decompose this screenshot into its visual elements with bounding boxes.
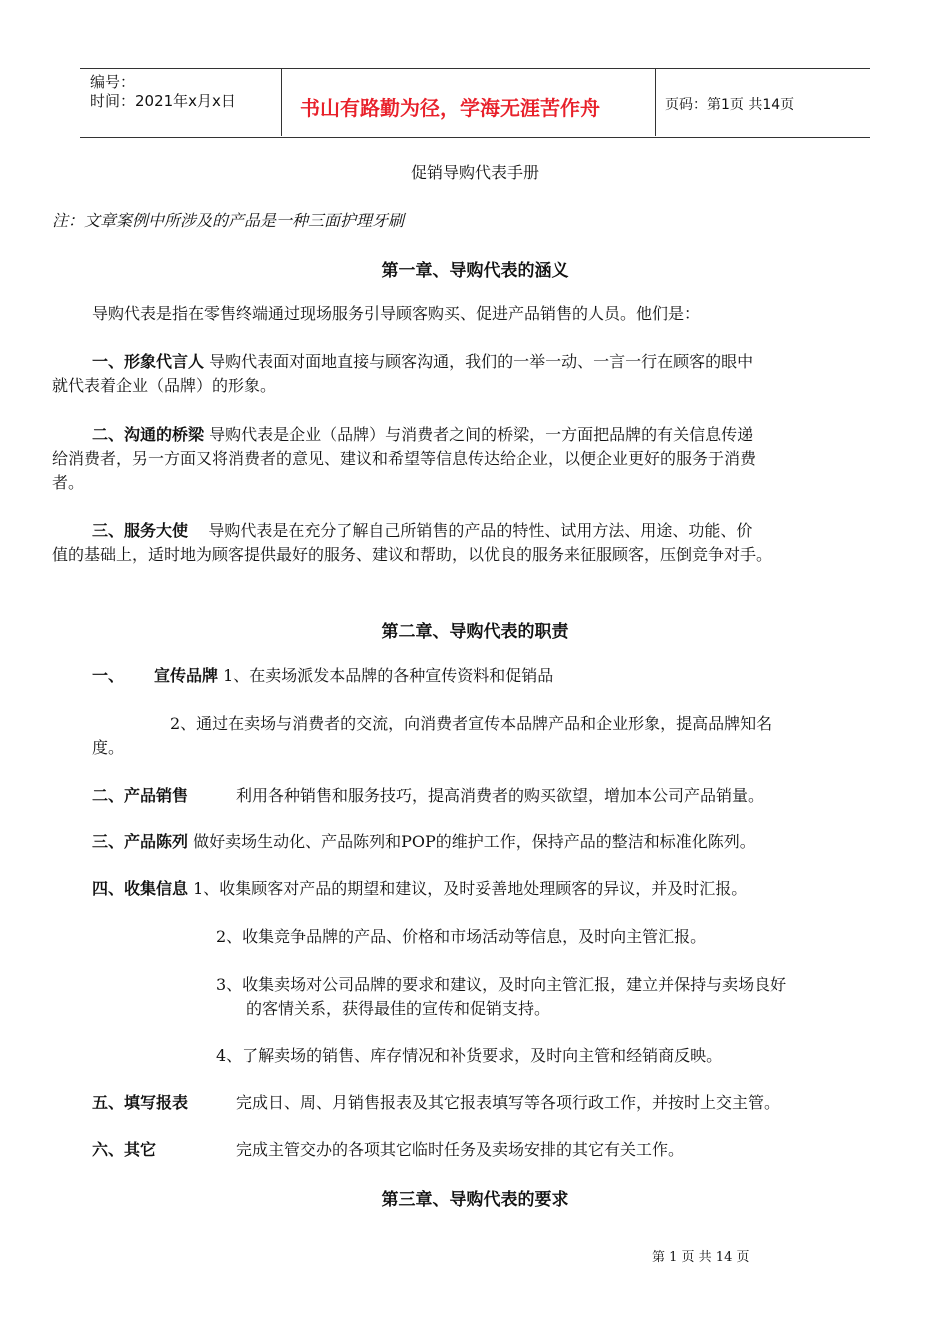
header-motto: 书山有路勤为径，学海无涯苦作舟 <box>300 96 600 120</box>
chapter-1-item-3-cont: 值的基础上，适时地为顾客提供最好的服务、建议和帮助，以优良的服务来征服顾客，压倒竞争对手。 <box>52 545 773 564</box>
duty-2-heading: 二、产品销售 <box>92 786 189 805</box>
duty-4-sub-3: 3、收集卖场对公司品牌的要求和建议，及时向主管汇报，建立并保持与卖场良好 <box>216 975 787 994</box>
chapter-1-item-1-cont: 就代表着企业（品牌）的形象。 <box>52 376 277 395</box>
item-heading: 三、服务大使 <box>92 521 189 540</box>
item-text: 导购代表是在充分了解自己所销售的产品的特性、试用方法、用途、功能、价 <box>188 521 753 540</box>
item-heading: 一、形象代言人 <box>92 352 205 371</box>
chapter-1-item-2-cont: 给消费者，另一方面又将消费者的意见、建议和希望等信息传达给企业，以便企业更好的服务于消费 <box>52 449 757 468</box>
duty-4-sub-2: 2、收集竞争品牌的产品、价格和市场活动等信息，及时向主管汇报。 <box>216 927 707 946</box>
duty-1-sub-2: 2、通过在卖场与消费者的交流，向消费者宣传本品牌产品和企业形象，提高品牌知名 <box>170 714 773 733</box>
duty-5-heading: 五、填写报表 <box>92 1093 189 1112</box>
chapter-1-item-2-cont: 者。 <box>52 473 85 492</box>
duty-4-sub-3-cont: 的客情关系，获得最佳的宣传和促销支持。 <box>246 999 551 1018</box>
duty-text: 做好卖场生动化、产品陈列和POP的维护工作，保持产品的整洁和标准化陈列。 <box>188 832 756 851</box>
duty-5-text: 完成日、周、月销售报表及其它报表填写等各项行政工作，并按时上交主管。 <box>236 1093 781 1112</box>
duty-6-text: 完成主管交办的各项其它临时任务及卖场安排的其它有关工作。 <box>236 1140 685 1159</box>
chapter-2-title: 第二章、导购代表的职责 <box>381 622 569 642</box>
duty-3 <box>92 830 756 854</box>
duty-1-sub-2-cont: 度。 <box>92 738 125 757</box>
chapter-1-item-2 <box>92 423 753 447</box>
duty-heading: 三、产品陈列 <box>92 832 189 851</box>
duty-6-heading: 六、其它 <box>92 1140 157 1159</box>
duty-4-sub-4: 4、了解卖场的销售、库存情况和补货要求，及时向主管和经销商反映。 <box>216 1046 723 1065</box>
chapter-1-title: 第一章、导购代表的涵义 <box>381 261 569 281</box>
doc-date-label: 时间：2021年x月x日 <box>90 92 236 110</box>
duty-heading: 四、收集信息 <box>92 879 189 898</box>
duty-heading: 宣传品牌 <box>154 666 219 685</box>
duty-4 <box>92 877 747 901</box>
note: 注：文章案例中所涉及的产品是一种三面护理牙刷 <box>52 211 405 230</box>
chapter-1-item-3 <box>92 519 752 543</box>
page-footer: 第 1 页 共 14 页 <box>652 1250 750 1265</box>
duty-1 <box>154 664 553 688</box>
item-heading: 二、沟通的桥梁 <box>92 425 205 444</box>
item-text: 导购代表是企业（品牌）与消费者之间的桥梁，一方面把品牌的有关信息传递 <box>204 425 754 444</box>
chapter-3-title: 第三章、导购代表的要求 <box>381 1190 569 1210</box>
doc-number-label: 编号： <box>90 73 136 91</box>
duty-2-text: 利用各种销售和服务技巧，提高消费者的购买欲望，增加本公司产品销量。 <box>236 786 765 805</box>
chapter-1-intro: 导购代表是指在零售终端通过现场服务引导顾客购买、促进产品销售的人员。他们是： <box>92 304 701 323</box>
header-page-info: 页码：第1页 共14页 <box>665 97 795 113</box>
duty-text: 1、在卖场派发本品牌的各种宣传资料和促销品 <box>218 666 554 685</box>
duty-1-number: 一、 <box>92 666 125 685</box>
header-divider <box>655 68 656 136</box>
header-divider <box>281 68 282 136</box>
chapter-1-item-1 <box>92 350 753 374</box>
document-title: 促销导购代表手册 <box>410 163 539 182</box>
duty-text: 1、收集顾客对产品的期望和建议，及时妥善地处理顾客的异议，并及时汇报。 <box>188 879 748 898</box>
item-text: 导购代表面对面地直接与顾客沟通，我们的一举一动、一言一行在顾客的眼中 <box>204 352 754 371</box>
